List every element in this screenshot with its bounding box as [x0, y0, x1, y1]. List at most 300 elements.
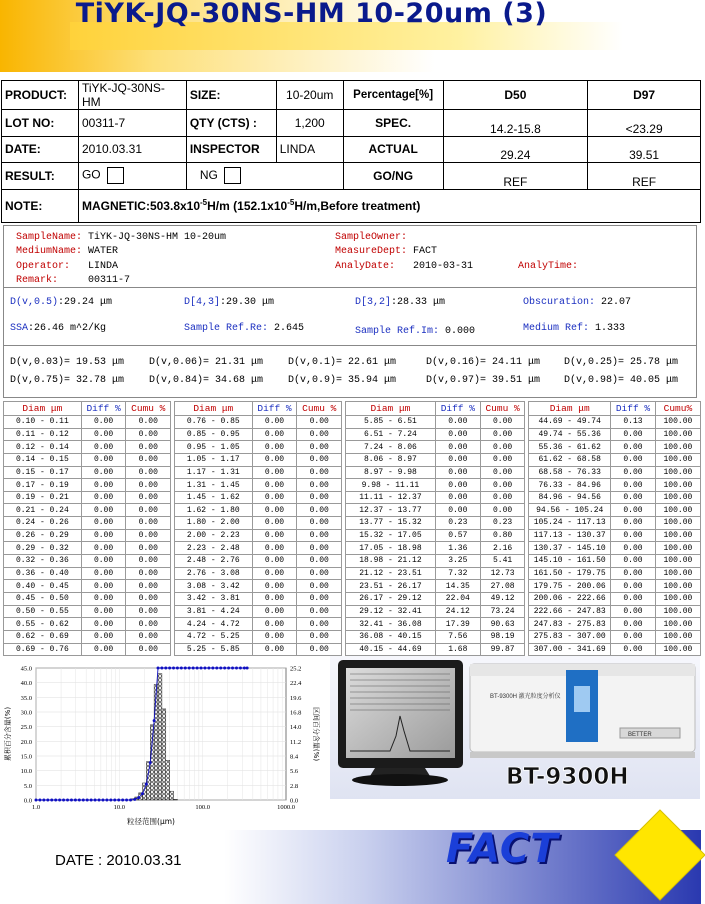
percentile-2: D(v,0.1)= 22.61 μm [288, 357, 397, 368]
instrument-illustration [330, 656, 700, 799]
table-row [4, 630, 701, 643]
diam-cell: 18.98 - 21.12 [345, 555, 435, 568]
diff-cell: 0.23 [435, 517, 480, 530]
cumu-cell: 100.00 [655, 542, 700, 555]
y-tick-label-right: 16.8 [290, 709, 302, 717]
note-value [78, 189, 700, 222]
table-row [4, 618, 701, 631]
diam-cell: 0.62 - 0.69 [4, 630, 82, 643]
date-label: DATE: [2, 136, 79, 163]
cumu-cell: 0.00 [480, 466, 525, 479]
measure-dept-value: FACT [413, 246, 438, 257]
diam-cell: 0.32 - 0.36 [4, 555, 82, 568]
measure-dept-label: MeasureDept: [335, 246, 408, 257]
diam-cell: 3.81 - 4.24 [174, 605, 252, 618]
diam-cell: 0.26 - 0.29 [4, 529, 82, 542]
diff-cell: 0.00 [611, 555, 656, 568]
sample-owner-label: SampleOwner: [335, 232, 408, 243]
cumu-cell: 0.00 [480, 441, 525, 454]
medium-ref-label: Medium Ref: [523, 323, 590, 334]
sample-ref-im-label: Sample Ref.Im: [355, 326, 440, 337]
y-tick-label-right: 11.2 [290, 738, 302, 746]
diff-cell: 0.00 [611, 517, 656, 530]
diff-cell: 0.00 [252, 466, 297, 479]
y-tick-label-left: 40.0 [20, 680, 32, 688]
spec-label: SPEC. [343, 110, 443, 137]
cumu-cell: 0.00 [297, 567, 342, 580]
cumu-cell: 0.00 [126, 605, 171, 618]
diam-cell: 36.08 - 40.15 [345, 630, 435, 643]
cumulative-point [145, 783, 148, 786]
diff-cell: 0.00 [252, 416, 297, 429]
diff-cell: 0.00 [81, 441, 126, 454]
diff-cell: 17.39 [435, 618, 480, 631]
diff-cell: 0.00 [611, 580, 656, 593]
cumu-cell: 0.00 [126, 592, 171, 605]
cumu-cell: 100.00 [655, 643, 700, 656]
cumu-cell: 27.08 [480, 580, 525, 593]
diam-cell: 23.51 - 26.17 [345, 580, 435, 593]
cumulative-point [50, 799, 53, 802]
table-row [4, 441, 701, 454]
diff-header: Diff % [252, 402, 297, 416]
analy-date-label: AnalyDate: [335, 261, 396, 272]
diam-cell: 0.45 - 0.50 [4, 592, 82, 605]
diff-cell: 14.35 [435, 580, 480, 593]
diff-cell: 0.00 [435, 416, 480, 429]
cumulative-point [38, 799, 41, 802]
cumulative-point [86, 799, 89, 802]
footer-date: DATE : 2010.03.31 [55, 852, 182, 869]
cumu-cell: 100.00 [655, 479, 700, 492]
diamond-icon [615, 810, 705, 900]
cumu-cell: 0.00 [297, 479, 342, 492]
diff-cell: 0.00 [81, 580, 126, 593]
cumu-cell: 0.00 [126, 529, 171, 542]
cumu-cell: 0.00 [297, 491, 342, 504]
diff-cell: 0.00 [81, 504, 126, 517]
d05-label: D(v,0.5) [10, 297, 59, 308]
cumulative-point [239, 667, 242, 670]
diam-cell: 6.51 - 7.24 [345, 428, 435, 441]
diam-cell: 26.17 - 29.12 [345, 592, 435, 605]
percentage-header: Percentage[%] [343, 81, 443, 110]
gong-d97: REF [588, 163, 701, 190]
magnetic-text-3: H/m,Before treatment) [294, 199, 421, 214]
diam-cell: 21.12 - 23.51 [345, 567, 435, 580]
diff-cell: 0.00 [81, 428, 126, 441]
diam-cell: 4.24 - 4.72 [174, 618, 252, 631]
fact-logo: FACT [446, 826, 559, 872]
cumu-header: Cumu % [297, 402, 342, 416]
table-row [4, 529, 701, 542]
diff-cell: 0.00 [611, 592, 656, 605]
medium-ref-stat [523, 323, 625, 334]
ssa-label: SSA [10, 323, 29, 334]
x-tick-label: 100.0 [195, 804, 210, 811]
sample-info-block [3, 225, 697, 288]
product-label: PRODUCT: [2, 81, 79, 110]
diam-cell: 8.06 - 8.97 [345, 453, 435, 466]
cumulative-point [141, 792, 144, 795]
diam-cell: 222.66 - 247.83 [529, 605, 611, 618]
cumu-cell: 0.00 [126, 453, 171, 466]
cumulative-point [35, 799, 38, 802]
diam-cell: 0.50 - 0.55 [4, 605, 82, 618]
diff-cell: 0.00 [611, 441, 656, 454]
diam-cell: 0.95 - 1.05 [174, 441, 252, 454]
diff-cell: 0.00 [81, 529, 126, 542]
diff-cell: 0.00 [81, 630, 126, 643]
diff-cell: 0.00 [611, 643, 656, 656]
spec-d50: 14.2-15.8 [443, 110, 588, 137]
diam-cell: 68.58 - 76.33 [529, 466, 611, 479]
y-axis-label-right: 区间百分含量(%) [312, 706, 320, 762]
cumu-cell: 100.00 [655, 428, 700, 441]
cumu-cell: 0.00 [126, 630, 171, 643]
diff-cell: 0.00 [435, 441, 480, 454]
histogram-bar [170, 791, 174, 800]
ssa-value: :26.46 m^2/Kg [28, 323, 107, 334]
cumu-cell: 100.00 [655, 567, 700, 580]
inspector-value: LINDA [276, 136, 343, 163]
table-row [4, 567, 701, 580]
cumulative-point [137, 796, 140, 799]
diam-cell: 179.75 - 200.06 [529, 580, 611, 593]
cumulative-point [117, 799, 120, 802]
instrument-photo [330, 656, 700, 799]
diff-cell: 0.00 [252, 643, 297, 656]
cumulative-point [78, 799, 81, 802]
diam-cell: 1.31 - 1.45 [174, 479, 252, 492]
cumu-cell: 100.00 [655, 504, 700, 517]
cumulative-point [153, 719, 156, 722]
magnetic-exp-2: -5 [287, 198, 295, 208]
percentile-1: D(v,0.06)= 21.31 μm [149, 357, 264, 368]
note-label: NOTE: [2, 189, 79, 222]
cumulative-point [227, 667, 230, 670]
cumu-cell: 12.73 [480, 567, 525, 580]
cumulative-point [243, 667, 246, 670]
remark-label: Remark: [16, 275, 59, 286]
diam-cell: 145.10 - 161.50 [529, 555, 611, 568]
cumu-cell: 0.00 [480, 491, 525, 504]
diff-cell: 0.00 [435, 428, 480, 441]
cumu-cell: 100.00 [655, 491, 700, 504]
diff-cell: 0.00 [252, 504, 297, 517]
cumulative-point [164, 667, 167, 670]
diam-cell: 117.13 - 130.37 [529, 529, 611, 542]
cumu-cell: 0.00 [126, 504, 171, 517]
cumu-cell: 49.12 [480, 592, 525, 605]
diam-cell: 2.00 - 2.23 [174, 529, 252, 542]
spec-row-lot [2, 110, 701, 137]
cumu-cell: 0.00 [297, 580, 342, 593]
sample-name-value: TiYK-JQ-30NS-HM 10-20um [88, 232, 227, 243]
cumu-cell: 73.24 [480, 605, 525, 618]
cumu-cell: 0.00 [480, 428, 525, 441]
cumulative-point [66, 799, 69, 802]
diam-cell: 40.15 - 44.69 [345, 643, 435, 656]
diff-cell: 0.00 [252, 567, 297, 580]
chart-svg [2, 660, 318, 830]
cumulative-point [157, 667, 160, 670]
diam-cell: 15.32 - 17.05 [345, 529, 435, 542]
table-row [4, 466, 701, 479]
cumulative-point [74, 799, 77, 802]
cumu-cell: 0.00 [297, 466, 342, 479]
cumu-cell: 0.00 [297, 428, 342, 441]
diff-cell: 0.00 [435, 504, 480, 517]
sample-ref-im-stat [355, 326, 475, 337]
cumulative-point [200, 667, 203, 670]
cumulative-point [101, 799, 104, 802]
diff-cell: 0.00 [611, 605, 656, 618]
diff-cell: 0.00 [611, 479, 656, 492]
diff-cell: 0.00 [435, 453, 480, 466]
histogram-bar [162, 709, 166, 800]
table-row [4, 555, 701, 568]
diam-cell: 0.12 - 0.14 [4, 441, 82, 454]
cumu-header: Cumu % [480, 402, 525, 416]
diff-cell: 0.57 [435, 529, 480, 542]
cumu-cell: 0.00 [126, 580, 171, 593]
diff-cell: 0.00 [435, 479, 480, 492]
distribution-header-row [4, 402, 701, 416]
cumu-cell: 0.00 [126, 542, 171, 555]
diff-cell: 0.00 [252, 618, 297, 631]
model-label: BT-9300H [506, 764, 629, 790]
diff-cell: 0.00 [81, 453, 126, 466]
table-row [4, 580, 701, 593]
x-axis-label: 粒径范围(μm) [127, 817, 175, 826]
diff-cell: 24.12 [435, 605, 480, 618]
analysis-report [3, 225, 697, 398]
percentile-6: D(v,0.84)= 34.68 μm [149, 375, 264, 386]
diff-cell: 0.00 [611, 428, 656, 441]
percentile-block [3, 346, 697, 398]
diff-header: Diff % [435, 402, 480, 416]
cumulative-point [121, 799, 124, 802]
cumu-cell: 0.00 [297, 555, 342, 568]
percentile-5: D(v,0.75)= 32.78 μm [10, 375, 125, 386]
d32-label: D[3,2] [355, 297, 392, 308]
diam-cell: 32.41 - 36.08 [345, 618, 435, 631]
cumu-cell: 0.00 [297, 453, 342, 466]
diam-cell: 1.17 - 1.31 [174, 466, 252, 479]
diam-header: Diam μm [4, 402, 82, 416]
cumu-cell: 100.00 [655, 517, 700, 530]
actual-label: ACTUAL [343, 136, 443, 163]
cumulative-point [231, 667, 234, 670]
diam-cell: 0.14 - 0.15 [4, 453, 82, 466]
table-row [4, 504, 701, 517]
qty-value: 1,200 [276, 110, 343, 137]
medium-name-value: WATER [88, 246, 119, 257]
table-row [4, 643, 701, 656]
diam-cell: 0.85 - 0.95 [174, 428, 252, 441]
diam-cell: 3.42 - 3.81 [174, 592, 252, 605]
diff-cell: 0.00 [611, 529, 656, 542]
table-row [4, 416, 701, 429]
cumulative-point [180, 667, 183, 670]
diff-cell: 0.00 [435, 491, 480, 504]
diam-cell: 247.83 - 275.83 [529, 618, 611, 631]
y-tick-label-left: 0.0 [23, 797, 32, 805]
diam-cell: 55.36 - 61.62 [529, 441, 611, 454]
table-row [4, 453, 701, 466]
diff-cell: 0.00 [252, 491, 297, 504]
cumu-cell: 100.00 [655, 529, 700, 542]
actual-d50: 29.24 [443, 136, 588, 163]
percentile-7: D(v,0.9)= 35.94 μm [288, 375, 397, 386]
cumulative-point [42, 799, 45, 802]
diam-cell: 11.11 - 12.37 [345, 491, 435, 504]
cumulative-point [219, 667, 222, 670]
diff-cell: 0.00 [252, 542, 297, 555]
cumulative-point [196, 667, 199, 670]
spec-row-product [2, 81, 701, 110]
cumu-header: Cumu % [126, 402, 171, 416]
cumu-cell: 0.00 [126, 466, 171, 479]
magnetic-text-1: MAGNETIC:503.8x10 [81, 199, 201, 214]
x-tick-label: 1.0 [31, 804, 41, 811]
diam-cell: 0.24 - 0.26 [4, 517, 82, 530]
diam-cell: 84.96 - 94.56 [529, 491, 611, 504]
cumu-cell: 0.00 [126, 479, 171, 492]
cumu-cell: 0.00 [126, 416, 171, 429]
cumulative-point [125, 799, 128, 802]
size-label: SIZE: [186, 81, 276, 110]
diff-cell: 0.00 [611, 630, 656, 643]
diff-cell: 1.68 [435, 643, 480, 656]
diff-cell: 0.00 [81, 618, 126, 631]
cumulative-point [149, 761, 152, 764]
distribution-chart [2, 660, 318, 830]
analy-date-value: 2010-03-31 [413, 261, 474, 272]
cumulative-point [160, 667, 163, 670]
lot-value: 00311-7 [78, 110, 186, 137]
y-tick-label-left: 20.0 [20, 738, 32, 746]
ng-checkbox[interactable] [224, 167, 241, 184]
diff-cell: 0.00 [81, 605, 126, 618]
cumulative-point [54, 799, 57, 802]
diam-header: Diam μm [174, 402, 252, 416]
cumu-cell: 100.00 [655, 453, 700, 466]
diam-cell: 0.17 - 0.19 [4, 479, 82, 492]
diff-cell: 0.00 [81, 592, 126, 605]
diff-cell: 0.00 [611, 567, 656, 580]
cumulative-point [192, 667, 195, 670]
cumu-cell: 0.80 [480, 529, 525, 542]
cumu-cell: 0.00 [297, 618, 342, 631]
cumu-cell: 98.19 [480, 630, 525, 643]
ng-cell [186, 163, 343, 190]
cumu-cell: 0.00 [297, 643, 342, 656]
y-tick-label-right: 8.4 [290, 753, 299, 761]
diff-cell: 0.00 [252, 517, 297, 530]
y-tick-label-left: 35.0 [20, 694, 32, 702]
spec-d97: <23.29 [588, 110, 701, 137]
cumu-cell: 100.00 [655, 605, 700, 618]
d50-header: D50 [443, 81, 588, 110]
sample-ref-re-value: 2.645 [274, 323, 305, 334]
cumulative-point [172, 667, 175, 670]
cumu-cell: 5.41 [480, 555, 525, 568]
cumu-cell: 0.00 [126, 491, 171, 504]
y-tick-label-left: 45.0 [20, 665, 32, 673]
title-banner [0, 0, 701, 72]
cumu-cell: 0.00 [297, 441, 342, 454]
remark-value: 00311-7 [88, 275, 131, 286]
date-value: 2010.03.31 [78, 136, 186, 163]
diam-cell: 200.06 - 222.66 [529, 592, 611, 605]
cumu-cell: 0.00 [297, 592, 342, 605]
diff-cell: 0.00 [81, 491, 126, 504]
d43-stat [184, 297, 274, 308]
diff-cell: 0.00 [81, 517, 126, 530]
cumu-cell: 99.87 [480, 643, 525, 656]
medium-name-label: MediumName: [16, 246, 83, 257]
diam-cell: 0.11 - 0.12 [4, 428, 82, 441]
cumulative-point [90, 799, 93, 802]
diam-cell: 1.62 - 1.80 [174, 504, 252, 517]
cumu-cell: 0.00 [126, 428, 171, 441]
cumu-cell: 0.00 [480, 504, 525, 517]
diam-header: Diam μm [345, 402, 435, 416]
diff-cell: 0.00 [81, 555, 126, 568]
spec-table [1, 80, 701, 223]
go-cell [78, 163, 186, 190]
diam-cell: 12.37 - 13.77 [345, 504, 435, 517]
diam-cell: 0.40 - 0.45 [4, 580, 82, 593]
go-checkbox[interactable] [107, 167, 124, 184]
diff-cell: 0.00 [252, 441, 297, 454]
diam-cell: 0.19 - 0.21 [4, 491, 82, 504]
cumu-cell: 100.00 [655, 466, 700, 479]
cumulative-point [70, 799, 73, 802]
cumu-cell: 0.00 [126, 567, 171, 580]
d32-value: :28.33 μm [391, 297, 446, 308]
operator-value: LINDA [88, 261, 119, 272]
diam-cell: 275.83 - 307.00 [529, 630, 611, 643]
diff-cell: 0.00 [81, 416, 126, 429]
diff-cell: 0.00 [81, 466, 126, 479]
obscuration-label: Obscuration: [523, 297, 596, 308]
distribution-body [4, 416, 701, 656]
cumu-cell: 2.16 [480, 542, 525, 555]
diam-cell: 9.98 - 11.11 [345, 479, 435, 492]
cumu-cell: 0.00 [297, 517, 342, 530]
table-row [4, 592, 701, 605]
percentile-9: D(v,0.98)= 40.05 μm [564, 375, 679, 386]
cumu-cell: 0.00 [126, 555, 171, 568]
diam-cell: 0.36 - 0.40 [4, 567, 82, 580]
histogram-bar [174, 799, 178, 800]
cumulative-point [203, 667, 206, 670]
cumu-cell: 0.00 [297, 529, 342, 542]
cumulative-point [188, 667, 191, 670]
d43-label: D[4,3] [184, 297, 221, 308]
medium-ref-value: 1.333 [595, 323, 626, 334]
histogram-bar [158, 674, 162, 800]
cumu-cell: 0.00 [297, 542, 342, 555]
diff-cell: 0.00 [611, 491, 656, 504]
diff-cell: 0.00 [252, 580, 297, 593]
cumu-cell: 0.00 [297, 630, 342, 643]
cumu-cell: 100.00 [655, 630, 700, 643]
cumu-cell: 90.63 [480, 618, 525, 631]
